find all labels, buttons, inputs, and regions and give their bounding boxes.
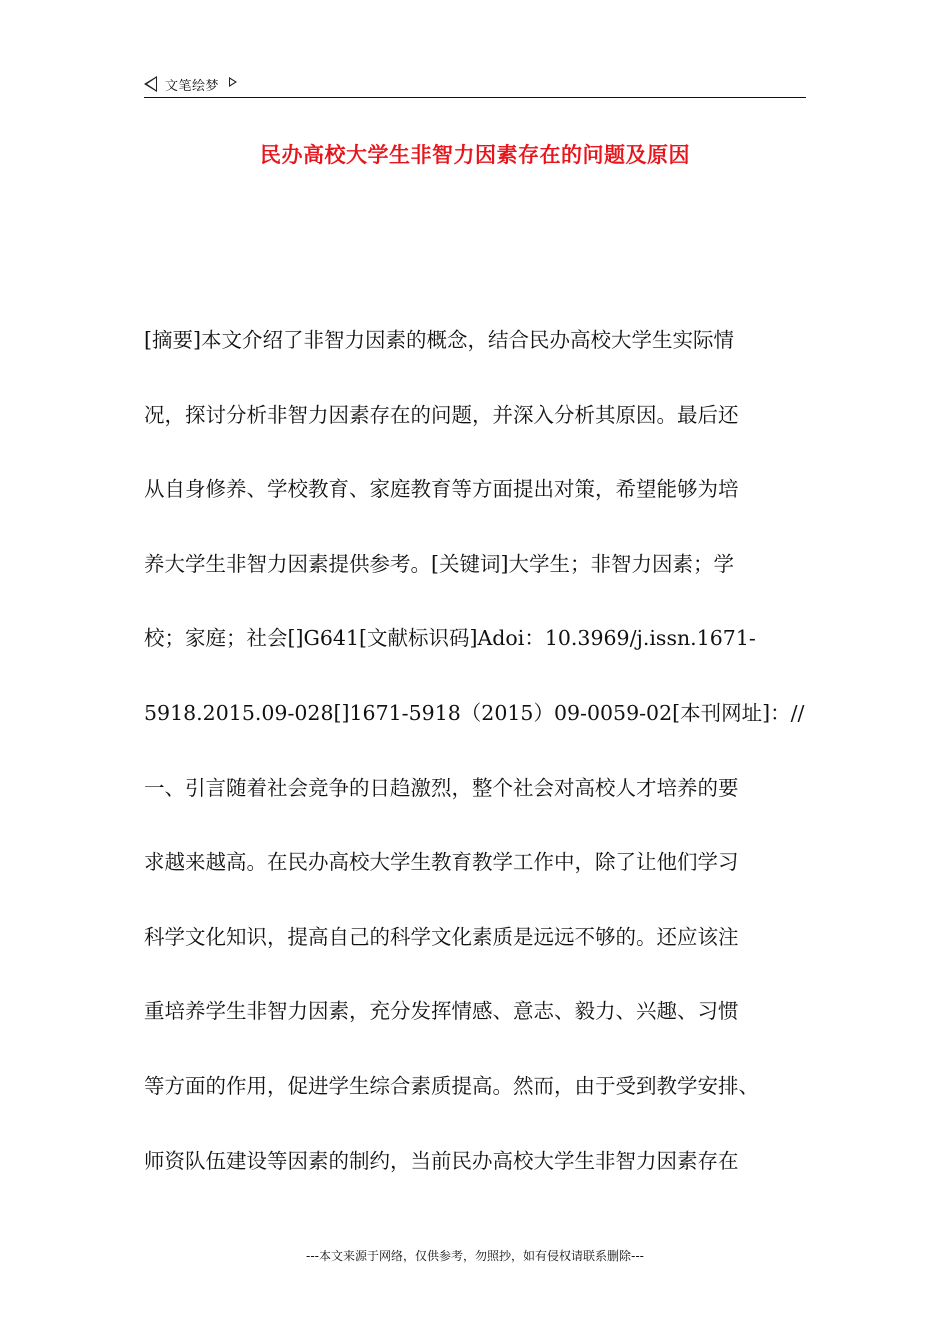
body-line: 况，探讨分析非智力因素存在的问题，并深入分析其原因。最后还 bbox=[144, 402, 739, 427]
triangle-right-icon bbox=[229, 77, 237, 87]
page-footer-disclaimer: ---本文来源于网络，仅供参考，勿照抄，如有侵权请联系删除--- bbox=[306, 1249, 644, 1263]
body-line: 校；家庭；社会[]G641[文献标识码]Adoi：10.3969/j.issn.1671- bbox=[144, 626, 756, 651]
body-line: [摘要]本文介绍了非智力因素的概念，结合民办高校大学生实际情 bbox=[144, 328, 734, 352]
page-header bbox=[144, 74, 806, 98]
body-line: 等方面的作用，促进学生综合素质提高。然而，由于受到教学安排、 bbox=[144, 1073, 759, 1098]
body-line: 从自身修养、学校教育、家庭教育等方面提出对策，希望能够为培 bbox=[144, 477, 739, 502]
body-line: 重培养学生非智力因素，充分发挥情感、意志、毅力、兴趣、习惯 bbox=[144, 999, 739, 1024]
triangle-left-icon bbox=[144, 76, 157, 92]
document-body bbox=[144, 323, 844, 1218]
body-line: 养大学生非智力因素提供参考。[关键词]大学生；非智力因素；学 bbox=[144, 551, 734, 576]
body-line: 5918.2015.09-028[]1671-5918（2015）09-0059-02[本刊网址]：// bbox=[144, 700, 805, 725]
body-line: 科学文化知识，提高自己的科学文化素质是远远不够的。还应该注 bbox=[144, 924, 739, 949]
body-line: 求越来越高。在民办高校大学生教育教学工作中，除了让他们学习 bbox=[144, 850, 739, 875]
header-divider bbox=[144, 97, 806, 98]
header-brand-text: 文笔绘梦 bbox=[165, 78, 220, 94]
body-line: 师资队伍建设等因素的制约，当前民办高校大学生非智力因素存在 bbox=[144, 1148, 739, 1173]
body-line: 一、引言随着社会竞争的日趋激烈，整个社会对高校人才培养的要 bbox=[144, 775, 739, 800]
document-title: 民办高校大学生非智力因素存在的问题及原因 bbox=[260, 143, 690, 167]
header-brand-group bbox=[144, 74, 806, 94]
